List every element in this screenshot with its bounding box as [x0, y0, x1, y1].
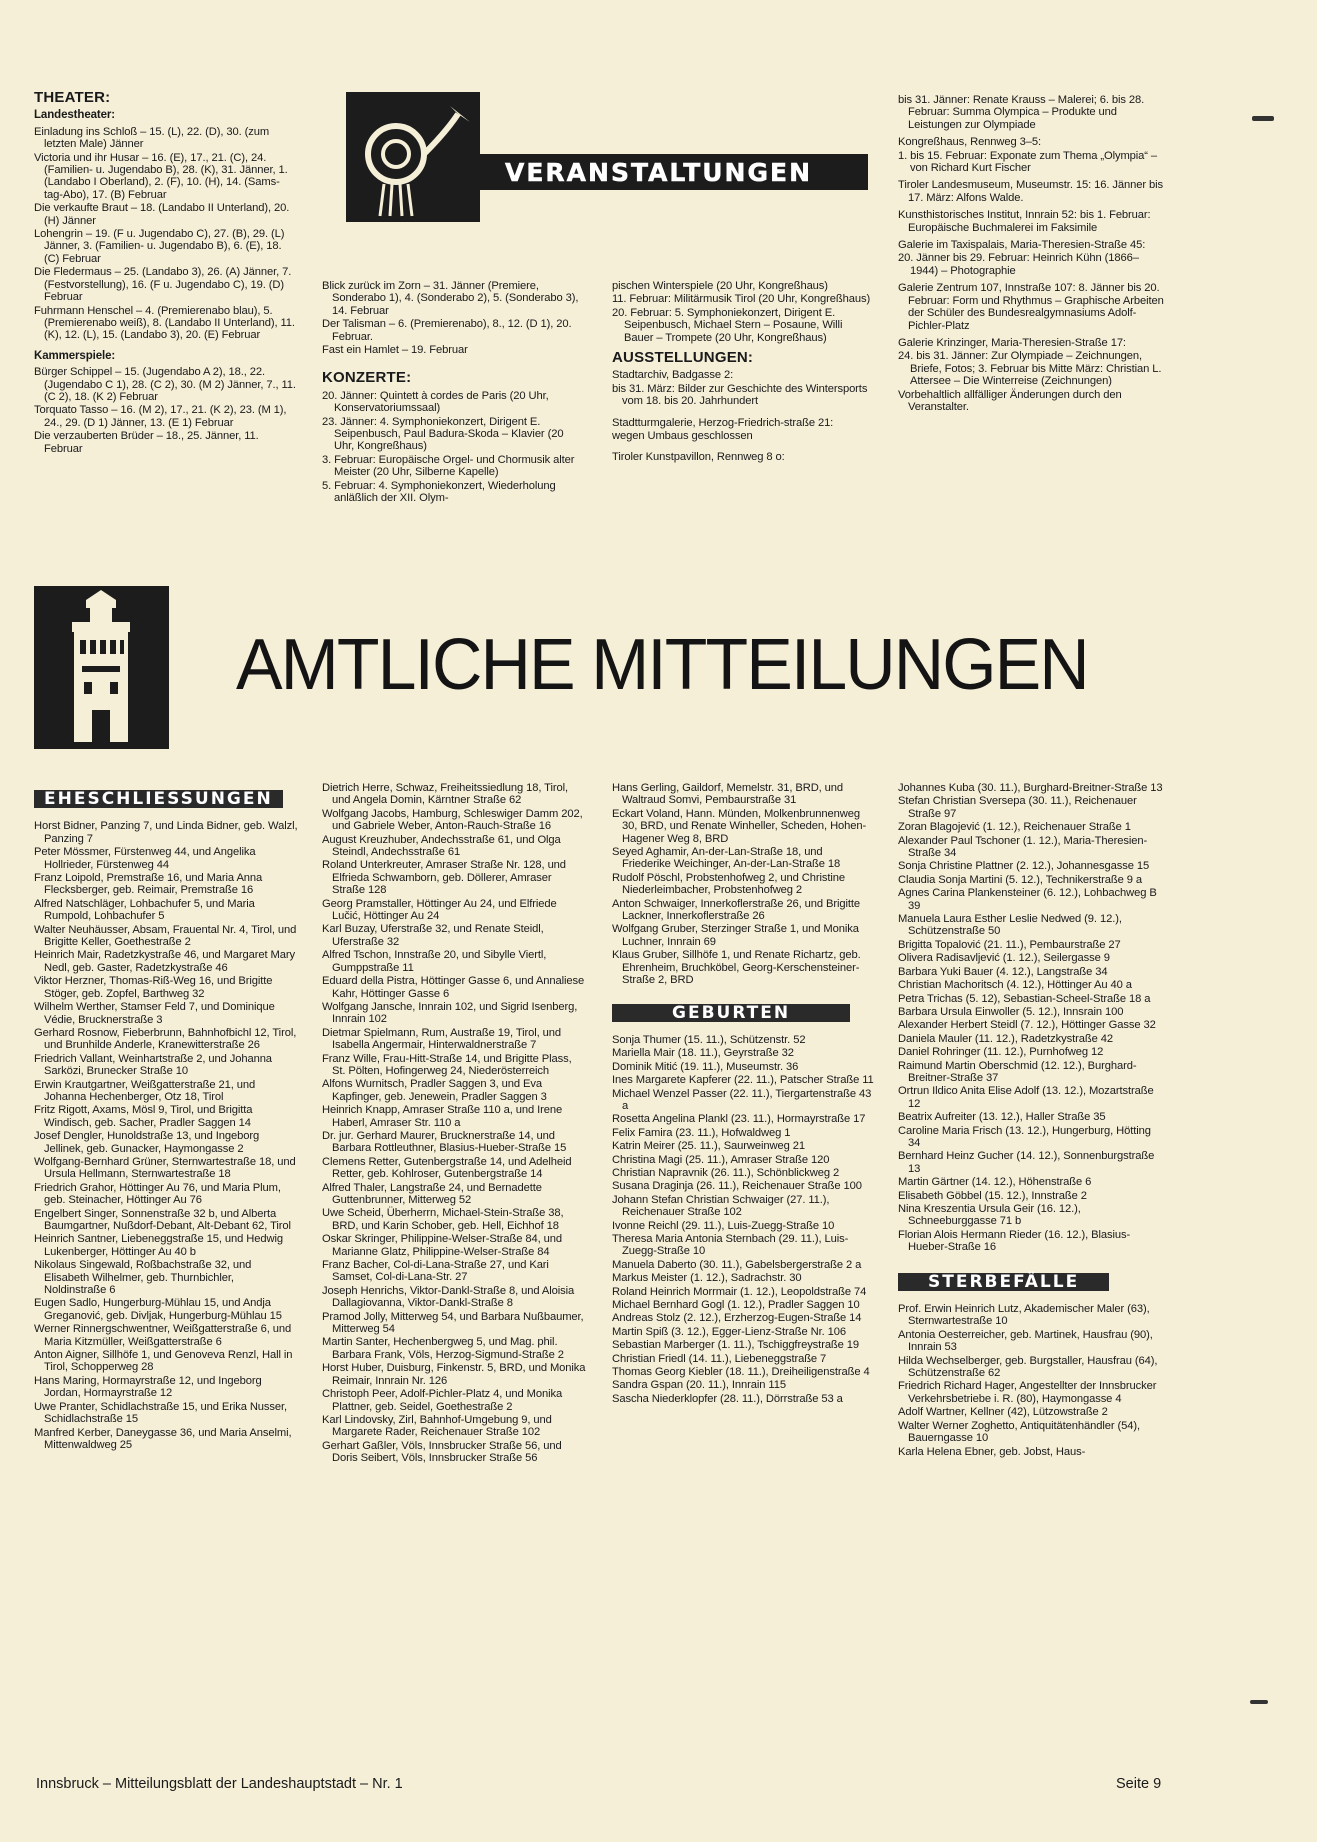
list-item: August Kreuzhuber, Andechsstraße 61, und Olga Steindl, Andechsstraße 61	[322, 833, 561, 859]
list-item: Heinrich Santner, Liebeneggstraße 15, und Hedwig Lukenberger, Höttinger Au 40 b	[34, 1233, 283, 1258]
list-item: Der Talisman – 6. (Premierenabo), 8., 12. (D 1), 20. Februar.	[322, 318, 572, 343]
konzerte-heading: KONZERTE:	[322, 369, 412, 387]
list-item: Anton Schwaiger, Innerkoflerstraße 26, und Brigitte Lackner, Innerkoflerstraße 26	[612, 897, 861, 923]
list-item: Georg Pramstaller, Höttinger Au 24, und Elfriede Lučić, Höttinger Au 24	[322, 897, 557, 923]
list-item: Galerie Krinzinger, Maria-Theresien-Straße 17:	[898, 336, 1126, 349]
list-item: Manuela Daberto (30. 11.), Gabelsbergerstraße 2 a	[612, 1258, 862, 1271]
list-item: Eckart Voland, Hann. Münden, Molkenbrunnenweg 30, BRD, und Renate Winheller, Scheden, Hohen-Hagener Weg 8, BRD	[612, 807, 867, 845]
list-item: Seyed Aghamir, An-der-Lan-Straße 18, und Friederike Weichinger, An-der-Lan-Straße 18	[612, 846, 841, 871]
list-item: Torquato Tasso – 16. (M 2), 17., 21. (K 2), 23. (M 1), 24., 29. (D 1) Jänner, 13. (E 1) Februar	[34, 404, 287, 429]
list-item: Christian Friedl (14. 11.), Liebeneggstraße 7	[612, 1352, 827, 1365]
list-item: Galerie im Taxispalais, Maria-Theresien-Straße 45:	[898, 239, 1146, 252]
list-item: Hilda Wechselberger, geb. Burgstaller, Hausfrau (64), Schützenstraße 62	[898, 1354, 1158, 1380]
list-item: Olivera Radisavljević (1. 12.), Seilergasse 9	[898, 952, 1110, 965]
landestheater-heading: Landestheater:	[34, 109, 116, 122]
list-item: Uwe Pranter, Schidlachstraße 15, und Erika Nusser, Schidlachstraße 15	[34, 1400, 288, 1426]
list-item: Alexander Herbert Steidl (7. 12.), Höttinger Gasse 32	[898, 1019, 1156, 1032]
list-item: Karl Buzay, Uferstraße 32, und Renate Steidl, Uferstraße 32	[322, 923, 544, 948]
list-item: Tiroler Kunstpavillon, Rennweg 8 o:	[612, 451, 785, 464]
list-item: Manuela Laura Esther Leslie Nedwed (9. 12.), Schützenstraße 50	[898, 913, 1122, 938]
list-item: Fast ein Hamlet – 19. Februar	[322, 344, 468, 357]
list-item: Prof. Erwin Heinrich Lutz, Akademischer Maler (63), Sternwartestraße 10	[898, 1303, 1150, 1328]
list-item: 11. Februar: Militärmusik Tirol (20 Uhr, Kongreßhaus)	[612, 293, 871, 306]
post-horn-icon	[346, 92, 480, 222]
list-item: Stefan Christian Sversepa (30. 11.), Reichenauer Straße 97	[898, 795, 1137, 820]
list-item: Daniela Mauler (11. 12.), Radetzkystraße 42	[898, 1032, 1113, 1045]
list-item: Blick zurück im Zorn – 31. Jänner (Premiere, Sonderabo 1), 4. (Sonderabo 2), 5. (Sonderabo 3), 14. Februar	[322, 280, 579, 317]
list-item: Josef Dengler, Hunoldstraße 13, und Ingeborg Jellinek, geb. Gunacker, Haymongasse 2	[34, 1130, 260, 1155]
list-item: Franz Loipold, Premstraße 16, und Maria Anna Flecksberger, geb. Reimair, Premstraße 16	[34, 872, 263, 897]
marriages-column-1	[34, 786, 298, 1452]
footer-publication: Innsbruck – Mitteilungsblatt der Landeshauptstadt – Nr. 1	[36, 1776, 403, 1792]
list-item: pischen Winterspiele (20 Uhr, Kongreßhaus)	[612, 280, 828, 292]
list-item: 20. Februar: 5. Symphoniekonzert, Dirigent E. Seipenbusch, Michael Stern – Posaune, Willi Bauer – Trompete (20 Uhr, Kongreßhaus)	[612, 306, 843, 344]
list-item: Die Fledermaus – 25. (Landabo 3), 26. (A) Jänner, 7. (Festvorstellung), 16. (F u. Jugendabo C), 19. (D) Februar	[34, 266, 292, 304]
list-item: Theresa Maria Antonia Sternbach (29. 11.), Luis-Zuegg-Straße 10	[612, 1233, 849, 1258]
list-item: Bürger Schippel – 15. (Jugendabo A 2), 18., 22. (Jugendabo C 1), 28. (C 2), 30. (M 2) Jänner, 7., 11. (C 2), 18. (K 2) Februar	[34, 366, 296, 403]
list-item: Fritz Rigott, Axams, Mösl 9, Tirol, und Brigitta Windisch, geb. Sacher, Pradler Saggen 14	[34, 1104, 253, 1129]
list-item: Manfred Kerber, Daneygasse 36, und Maria Anselmi, Mittenwaldweg 25	[34, 1426, 292, 1451]
list-item: Markus Meister (1. 12.), Sadrachstr. 30	[612, 1272, 802, 1285]
list-item: Sebastian Marberger (1. 11.), Tschiggfreystraße 19	[612, 1339, 860, 1352]
list-item: Lohengrin – 19. (F u. Jugendabo C), 27. (B), 29. (L) Jänner, 3. (Familien- u. Jugendabo B), 6. (E), 18. (C) Februar	[34, 228, 285, 265]
list-item: Die verzauberten Brüder – 18., 25. Jänner, 11. Februar	[34, 430, 259, 455]
list-item: Elisabeth Göbbel (15. 12.), Innstraße 2	[898, 1189, 1087, 1202]
amtliche-logo	[34, 586, 169, 749]
list-item: Hans Gerling, Gaildorf, Memelstr. 31, BRD, und Waltraud Somvi, Pembaurstraße 31	[612, 782, 844, 807]
list-item: Katrin Meirer (25. 11.), Saurweinweg 21	[612, 1140, 806, 1153]
events-column-3	[612, 280, 874, 465]
list-item: Petra Trichas (5. 12), Sebastian-Scheel-Straße 18 a	[898, 992, 1151, 1005]
list-item: Horst Huber, Duisburg, Finkenstr. 5, BRD, und Monika Reimair, Innrain Nr. 126	[322, 1362, 586, 1387]
theater-column	[34, 89, 298, 456]
eheschliessungen-banner: EHESCHLIESSUNGEN	[34, 790, 283, 808]
list-item: 5. Februar: 4. Symphoniekonzert, Wiederholung anläßlich der XII. Olym-	[322, 479, 556, 505]
list-item: Sonja Christine Plattner (2. 12.), Johannesgasse 15	[898, 860, 1150, 873]
list-item: Peter Mössmer, Fürstenweg 44, und Angelika Hollrieder, Fürstenweg 44	[34, 846, 256, 871]
list-item: Michael Bernhard Gogl (1. 12.), Pradler Saggen 10	[612, 1299, 860, 1312]
sterbefaelle-banner: STERBEFÄLLE	[898, 1273, 1109, 1291]
marriages-births-column-3	[612, 782, 874, 1406]
list-item: Viktor Herzner, Thomas-Riß-Weg 16, und Brigitte Stöger, geb. Zopfel, Barthweg 32	[34, 975, 273, 1000]
list-item: Kongreßhaus, Rennweg 3–5:	[898, 136, 1042, 149]
list-item: Tiroler Landesmuseum, Museumstr. 15: 16. Jänner bis 17. März: Alfons Walde.	[898, 179, 1163, 204]
list-item: Michael Wenzel Passer (22. 11.), Tiergartenstraße 43 a	[612, 1087, 872, 1112]
list-item: Christian Napravnik (26. 11.), Schönblickweg 2	[612, 1166, 840, 1179]
list-item: Dietrich Herre, Schwaz, Freiheitssiedlung 18, Tirol, und Angela Domin, Kärntner Straße 62	[322, 782, 568, 807]
list-item: Friedrich Vallant, Weinhartstraße 2, und Johanna Sarközi, Brunecker Straße 10	[34, 1052, 272, 1078]
list-item: Vorbehaltlich allfälliger Änderungen durch den Veranstalter.	[898, 388, 1122, 413]
margin-mark	[1250, 1700, 1268, 1704]
list-item: Agnes Carina Plankensteiner (6. 12.), Lohbachweg B 39	[898, 887, 1157, 912]
list-item: Victoria und ihr Husar – 16. (E), 17., 21. (C), 24. (Familien- u. Jugendabo B), 28. (K), 31. Jänner, 1. (Landabo I Oberland), 2. (F), 10. (H), 14. (Sams-tag-Abo), 17. (B) Februar	[34, 151, 288, 201]
list-item: Barbara Ursula Einwoller (5. 12.), Innsrain 100	[898, 1005, 1124, 1018]
list-item: Heinrich Mair, Radetzkystraße 46, und Margaret Mary Nedl, geb. Gaster, Radetzkystraße 46	[34, 949, 296, 974]
list-item: Bernhard Heinz Gucher (14. 12.), Sonnenburgstraße 13	[898, 1150, 1155, 1175]
list-item: 24. bis 31. Jänner: Zur Olympiade – Zeichnungen, Briefe, Fotos; 3. Februar bis Mitte März: Christian L. Attersee – Die Winterreise (Zeichnungen)	[898, 350, 1162, 388]
list-item: Felix Famira (23. 11.), Hofwaldweg 1	[612, 1126, 791, 1139]
list-item: Einladung ins Schloß – 15. (L), 22. (D), 30. (zum letzten Male) Jänner	[34, 125, 270, 151]
list-item: Ivonne Reichl (29. 11.), Luis-Zuegg-Straße 10	[612, 1219, 835, 1232]
list-item: Rosetta Angelina Plankl (23. 11.), Hormayrstraße 17	[612, 1113, 866, 1126]
list-item: Hans Maring, Hormayrstraße 12, und Ingeborg Jordan, Hormayrstraße 12	[34, 1374, 262, 1400]
list-item: Nikolaus Singewald, Roßbachstraße 32, und Elisabeth Wilhelmer, geb. Thurnbichler, Noldinstraße 6	[34, 1259, 252, 1297]
list-item: Die verkaufte Braut – 18. (Landabo II Unterland), 20. (H) Jänner	[34, 202, 290, 227]
list-item: Clemens Retter, Gutenbergstraße 14, und Adelheid Retter, geb. Kohlroser, Gutenbergstraße 14	[322, 1155, 572, 1181]
list-item: Galerie Zentrum 107, Innstraße 107: 8. Jänner bis 20. Februar: Form und Rhythmus – Graphische Arbeiten der Schüler des Bundesrealgymnasiums Adolf-Pichler-Platz	[898, 282, 1164, 332]
list-item: Franz Wille, Frau-Hitt-Straße 14, und Brigitte Plass, St. Pölten, Hofingerweg 24, Niederösterreich	[322, 1052, 572, 1077]
list-item: Sandra Gspan (20. 11.), Innrain 115	[612, 1379, 786, 1392]
list-item: Caroline Maria Frisch (13. 12.), Hungerburg, Hötting 34	[898, 1124, 1151, 1149]
list-item: Eugen Sadlo, Hungerburg-Mühlau 15, und Andja Greganović, geb. Divljak, Hungerburg-Mühlau 15	[34, 1297, 282, 1322]
list-item: Sascha Niederklopfer (28. 11.), Dörrstraße 53 a	[612, 1392, 843, 1405]
list-item: Walter Neuhäusser, Absam, Frauental Nr. 4, Tirol, und Brigitte Keller, Goethestraße 2	[34, 923, 297, 949]
list-item: Friedrich Richard Hager, Angestellter der Innsbrucker Verkehrsbetriebe i. R. (80), Haymongasse 4	[898, 1380, 1157, 1405]
list-item: Ortrun Ildico Anita Elise Adolf (13. 12.), Mozartstraße 12	[898, 1085, 1154, 1110]
list-item: Nina Kreszentia Ursula Geir (16. 12.), Schneeburggasse 71 b	[898, 1203, 1081, 1228]
list-item: Stadtarchiv, Badgasse 2:	[612, 369, 734, 382]
list-item: 3. Februar: Europäische Orgel- und Chormusik alter Meister (20 Uhr, Silberne Kapelle)	[322, 453, 575, 479]
list-item: Daniel Rohringer (11. 12.), Purnhofweg 12	[898, 1046, 1104, 1059]
list-item: Susana Draginja (26. 11.), Reichenauer Straße 100	[612, 1180, 862, 1193]
list-item: Pramod Jolly, Mitterweg 54, und Barbara Nußbaumer, Mitterweg 54	[322, 1310, 584, 1336]
list-item: Claudia Sonja Martini (5. 12.), Technikerstraße 9 a	[898, 873, 1143, 886]
list-item: Thomas Georg Kiebler (18. 11.), Dreiheiligenstraße 4	[612, 1366, 870, 1379]
list-item: Ines Margarete Kapferer (22. 11.), Patscher Straße 11	[612, 1074, 874, 1087]
list-item: Klaus Gruber, Sillhöfe 1, und Renate Richartz, geb. Ehrenheim, Bruchköbel, Georg-Kerschensteiner-Straße 2, BRD	[612, 949, 861, 987]
list-item: Karl Lindovsky, Zirl, Bahnhof-Umgebung 9, und Margarete Rader, Reichenauer Straße 102	[322, 1413, 552, 1439]
list-item: Sonja Thumer (15. 11.), Schützenstr. 52	[612, 1033, 806, 1046]
list-item: Barbara Yuki Bauer (4. 12.), Langstraße 34	[898, 965, 1108, 978]
list-item: Zoran Blagojević (1. 12.), Reichenauer Straße 1	[898, 821, 1131, 834]
list-item: Adolf Wartner, Kellner (42), Lützowstraße 2	[898, 1406, 1108, 1419]
list-item: 20. Jänner: Quintett à cordes de Paris (20 Uhr, Konservatoriumssaal)	[322, 389, 549, 415]
list-item: Raimund Martin Oberschmid (12. 12.), Burghard-Breitner-Straße 37	[898, 1059, 1137, 1084]
tower-icon	[34, 586, 169, 749]
list-item: Alfred Thaler, Langstraße 24, und Bernadette Guttenbrunner, Mitterweg 52	[322, 1181, 542, 1206]
veranstaltungen-logo	[346, 92, 480, 222]
list-item: Walter Werner Zoghetto, Antiquitätenhändler (54), Bauerngasse 10	[898, 1419, 1140, 1445]
amtliche-mitteilungen-title: AMTLICHE MITTEILUNGEN	[236, 625, 1088, 705]
list-item: Johann Stefan Christian Schwaiger (27. 11.), Reichenauer Straße 102	[612, 1193, 830, 1219]
margin-mark	[1252, 116, 1274, 121]
list-item: 1. bis 15. Februar: Exponate zum Thema „Olympia“ – von Richard Kurt Fischer	[898, 149, 1158, 175]
list-item: Beatrix Aufreiter (13. 12.), Haller Straße 35	[898, 1111, 1106, 1124]
list-item: Antonia Oesterreicher, geb. Martinek, Hausfrau (90), Innrain 53	[898, 1328, 1153, 1354]
list-item: Roland Unterkreuter, Amraser Straße Nr. 128, und Elfrieda Schwamborn, geb. Döllerer, Amraser Straße 128	[322, 859, 566, 897]
list-item: Wilhelm Werther, Stamser Feld 7, und Dominique Védie, Brucknerstraße 3	[34, 1001, 275, 1026]
ausstellungen-heading: AUSSTELLUNGEN:	[612, 349, 754, 367]
list-item: Wolfgang-Bernhard Grüner, Sternwartestraße 18, und Ursula Hellmann, Sternwartestraße 18	[34, 1155, 296, 1181]
list-item: Christoph Peer, Adolf-Pichler-Platz 4, und Monika Plattner, geb. Seidel, Goethestraße 2	[322, 1388, 563, 1413]
list-item: Eduard della Pistra, Höttinger Gasse 6, und Annaliese Kahr, Höttinger Gasse 6	[322, 975, 585, 1000]
list-item: Alfred Tschon, Innstraße 20, und Sibylle Viertl, Gumppstraße 11	[322, 949, 547, 974]
events-column-4	[898, 94, 1164, 414]
events-column-2	[322, 280, 586, 506]
list-item: Alfred Natschläger, Lohbachufer 5, und Maria Rumpold, Lohbachufer 5	[34, 897, 255, 923]
list-item: Gerhart Gaßler, Völs, Innsbrucker Straße 56, und Doris Seibert, Völs, Innsbrucker Straße 56	[322, 1439, 562, 1465]
list-item: Alfons Wurnitsch, Pradler Saggen 3, und Eva Kapfinger, geb. Jenewein, Pradler Saggen 3	[322, 1078, 547, 1103]
list-item: Dr. jur. Gerhard Maurer, Brucknerstraße 14, und Barbara Rottleuthner, Blasius-Hueber-Straße 15	[322, 1129, 567, 1155]
list-item: Dominik Mitić (19. 11.), Museumstr. 36	[612, 1060, 799, 1073]
list-item: Wolfgang Gruber, Sterzinger Straße 1, und Monika Luchner, Innrain 69	[612, 923, 859, 948]
list-item: wegen Umbaus geschlossen	[612, 430, 753, 443]
list-item: Joseph Henrichs, Viktor-Dankl-Straße 8, und Aloisia Dallagiovanna, Viktor-Dankl-Straße 8	[322, 1284, 575, 1310]
list-item: Christina Magi (25. 11.), Amraser Straße 120	[612, 1153, 830, 1166]
list-item: Mariella Mair (18. 11.), Geyrstraße 32	[612, 1047, 794, 1060]
list-item: Franz Bacher, Col-di-Lana-Straße 27, und Kari Samset, Col-di-Lana-Str. 27	[322, 1259, 549, 1284]
list-item: Martin Santer, Hechenbergweg 5, und Mag. phil. Barbara Frank, Völs, Herzog-Sigmund-Straße 2	[322, 1336, 564, 1361]
kammerspiele-heading: Kammerspiele:	[34, 349, 116, 362]
list-item: Rudolf Pöschl, Probstenhofweg 2, und Christine Niederleimbacher, Probstenhofweg 2	[612, 871, 845, 897]
list-item: Oskar Skringer, Philippine-Welser-Straße 84, und Marianne Glatz, Philippine-Welser-Straße 84	[322, 1233, 562, 1258]
list-item: Erwin Krautgartner, Weißgatterstraße 21, und Johanna Hechenberger, Otz 18, Tirol	[34, 1078, 256, 1103]
list-item: Uwe Scheid, Überherrn, Michael-Stein-Straße 38, BRD, und Karin Schober, geb. Hell, Eichhof 18	[322, 1207, 564, 1232]
list-item: Engelbert Singer, Sonnenstraße 32 b, und Alberta Baumgartner, Nußdorf-Debant, Alt-Debant 62, Tirol	[34, 1207, 291, 1232]
list-item: Gerhard Rosnow, Fieberbrunn, Bahnhofbichl 12, Tirol, und Brunhilde Anderle, Kranewitterstraße 26	[34, 1026, 297, 1052]
list-item: bis 31. März: Bilder zur Geschichte des Wintersports vom 18. bis 20. Jahrhundert	[612, 382, 868, 408]
list-item: Friedrich Grahor, Höttinger Au 76, und Maria Plum, geb. Steinacher, Höttinger Au 76	[34, 1181, 281, 1207]
list-item: Stadtturmgalerie, Herzog-Friedrich-straße 21:	[612, 416, 834, 429]
list-item: 20. Jänner bis 29. Februar: Heinrich Kühn (1866–1944) – Photographie	[898, 252, 1139, 277]
theater-heading: THEATER:	[34, 89, 111, 106]
list-item: 23. Jänner: 4. Symphoniekonzert, Dirigent E. Seipenbusch, Paul Badura-Skoda – Klavier (20 Uhr, Kongreßhaus)	[322, 415, 564, 453]
births-deaths-column-4	[898, 782, 1164, 1459]
list-item: Wolfgang Jansche, Innrain 102, und Sigrid Isenberg, Innrain 102	[322, 1000, 578, 1026]
list-item: Heinrich Knapp, Amraser Straße 110 a, und Irene Haberl, Amraser Str. 110 a	[322, 1104, 563, 1129]
list-item: Martin Spiß (3. 12.), Egger-Lienz-Straße Nr. 106	[612, 1325, 846, 1338]
veranstaltungen-title: VERANSTALTUNGEN	[505, 158, 813, 187]
list-item: bis 31. Jänner: Renate Krauss – Malerei; 6. bis 28. Februar: Summa Olympica – Produkte und Leistungen zur Olympiade	[898, 94, 1145, 131]
list-item: Werner Rinnergschwentner, Weißgatterstraße 6, und Maria Kitzmüller, Weißgatterstraße 6	[34, 1323, 292, 1348]
list-item: Florian Alois Hermann Rieder (16. 12.), Blasius-Hueber-Straße 16	[898, 1228, 1131, 1254]
geburten-banner: GEBURTEN	[612, 1004, 850, 1022]
list-item: Karla Helena Ebner, geb. Jobst, Haus-	[898, 1445, 1086, 1458]
list-item: Fuhrmann Henschel – 4. (Premierenabo blau), 5. (Premierenabo weiß), 8. (Landabo II Unterland), 11. (K), 12. (L), 15. (Landabo 3), 20. (E) Februar	[34, 304, 295, 342]
list-item: Dietmar Spielmann, Rum, Austraße 19, Tirol, und Isabella Angermair, Hinterwaldnerstraße 7	[322, 1026, 562, 1052]
list-item: Roland Heinrich Morrmair (1. 12.), Leopoldstraße 74	[612, 1285, 867, 1298]
list-item: Martin Gärtner (14. 12.), Höhenstraße 6	[898, 1176, 1092, 1189]
page-number: Seite 9	[1116, 1776, 1162, 1792]
list-item: Alexander Paul Tschoner (1. 12.), Maria-Theresien-Straße 34	[898, 834, 1148, 860]
list-item: Johannes Kuba (30. 11.), Burghard-Breitner-Straße 13	[898, 782, 1163, 794]
list-item: Anton Aigner, Sillhöfe 1, und Genoveva Renzl, Hall in Tirol, Schopperweg 28	[34, 1349, 293, 1374]
list-item: Brigitta Topalović (21. 11.), Pembaurstraße 27	[898, 938, 1121, 951]
marriages-column-2	[322, 782, 586, 1466]
list-item: Kunsthistorisches Institut, Innrain 52: bis 1. Februar: Europäische Buchmalerei im Faksimile	[898, 209, 1151, 234]
list-item: Wolfgang Jacobs, Hamburg, Schleswiger Damm 202, und Gabriele Weber, Anton-Rauch-Straße 16	[322, 807, 583, 833]
list-item: Christian Machoritsch (4. 12.), Höttinger Au 40 a	[898, 979, 1132, 992]
list-item: Horst Bidner, Panzing 7, und Linda Bidner, geb. Walzl, Panzing 7	[34, 820, 298, 845]
list-item: Andreas Stolz (2. 12.), Erzherzog-Eugen-Straße 14	[612, 1312, 862, 1325]
